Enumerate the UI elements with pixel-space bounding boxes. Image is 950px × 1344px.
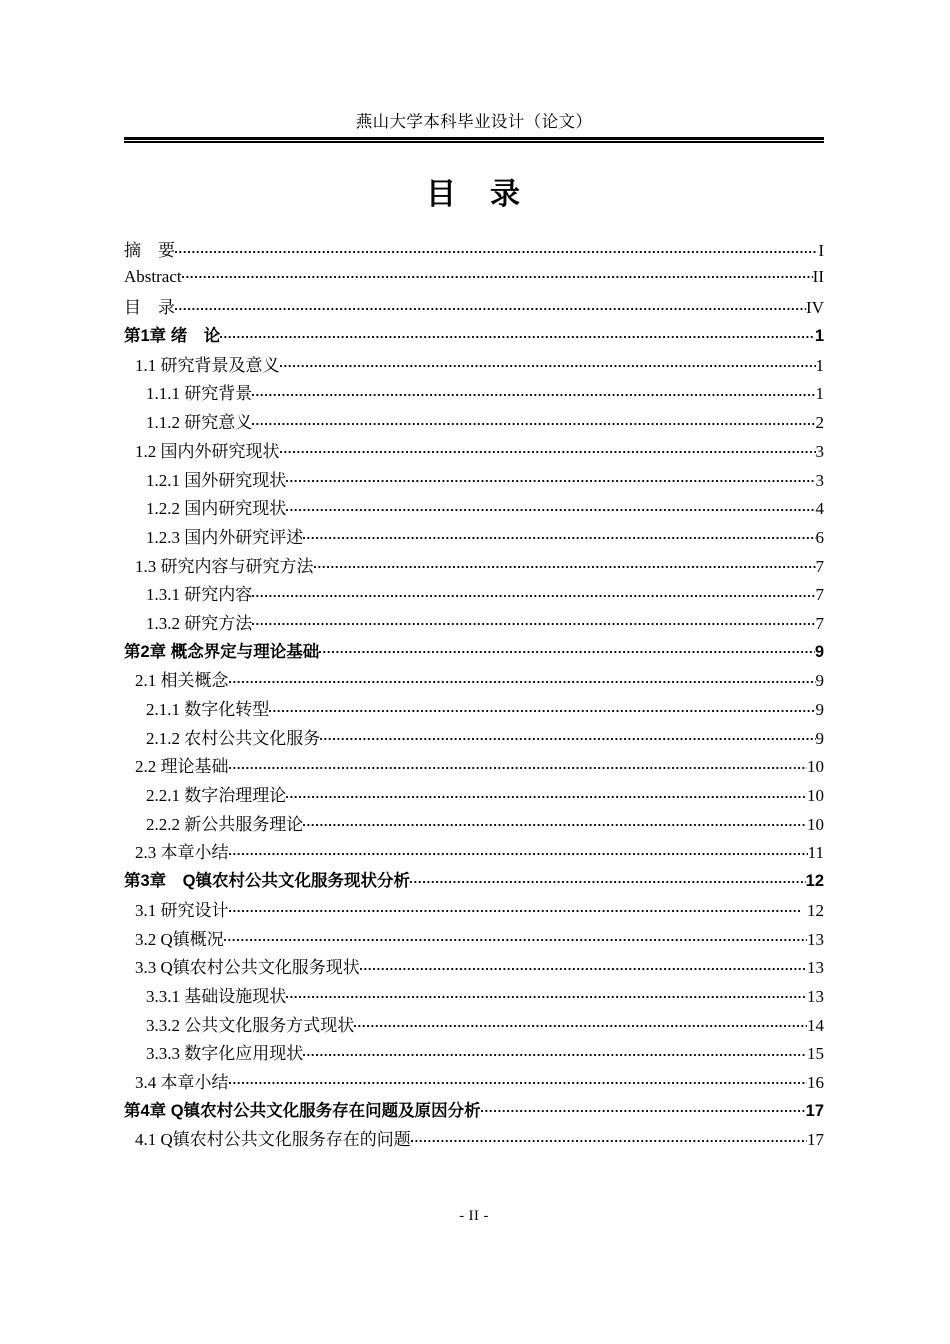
toc-entry[interactable] xyxy=(124,752,824,781)
toc-entry[interactable] xyxy=(124,867,824,896)
toc-entry-label: 2.1.1 数字化转型 xyxy=(146,700,270,719)
toc-dot-leader xyxy=(286,985,807,1002)
toc-dot-leader xyxy=(175,239,818,256)
toc-entry[interactable] xyxy=(124,494,824,523)
toc-entry[interactable] xyxy=(124,437,824,466)
toc-entry[interactable] xyxy=(124,810,824,839)
toc-entry-page-number: 1 xyxy=(814,327,824,346)
toc-dot-leader xyxy=(280,354,816,371)
toc-dot-leader xyxy=(314,555,816,572)
running-header-title: 燕山大学本科毕业设计（论文） xyxy=(355,112,593,131)
toc-entry-page-number: 13 xyxy=(807,958,824,978)
toc-entry-label: 1.2 国内外研究现状 xyxy=(135,441,280,461)
toc-entry[interactable] xyxy=(124,351,824,380)
toc-entry-page-number: 14 xyxy=(807,1015,824,1035)
toc-dot-leader xyxy=(303,526,815,543)
toc-entry[interactable] xyxy=(124,523,824,552)
toc-entry-page-number: 12 xyxy=(807,900,824,920)
toc-entry-page-number: II xyxy=(812,266,824,286)
toc-entry-page-number: 10 xyxy=(807,786,824,806)
toc-entry-page-number: 13 xyxy=(807,929,824,949)
toc-entry[interactable] xyxy=(124,265,824,294)
toc-entry-page-number: 7 xyxy=(815,556,824,576)
toc-entry-page-number: 1 xyxy=(815,384,824,404)
page-title: 目 录 xyxy=(426,178,522,211)
toc-entry[interactable] xyxy=(124,609,824,638)
toc-entry-label: 1.2.3 国内外研究评述 xyxy=(146,527,304,547)
toc-entry-label: 1.3.2 研究方法 xyxy=(146,613,253,633)
toc-entry-page-number: 16 xyxy=(807,1072,824,1092)
toc-entry-page-number: 17 xyxy=(805,1101,824,1120)
toc-dot-leader xyxy=(360,956,807,973)
toc-entry-page-number: 1 xyxy=(815,355,824,375)
running-header xyxy=(124,112,824,132)
toc-entry-page-number: 9 xyxy=(815,728,824,748)
toc-entry-page-number: 9 xyxy=(815,671,824,691)
toc-entry-page-number: 3 xyxy=(815,441,824,461)
toc-entry-page-number: 11 xyxy=(807,843,824,863)
toc-entry[interactable] xyxy=(124,838,824,867)
toc-dot-leader xyxy=(320,727,815,744)
toc-entry[interactable] xyxy=(124,781,824,810)
toc-entry[interactable] xyxy=(124,724,824,753)
toc-entry-label: 2.1.2 农村公共文化服务 xyxy=(146,728,321,748)
toc-dot-leader xyxy=(229,669,816,686)
toc-dot-leader xyxy=(410,869,806,886)
toc-entry[interactable] xyxy=(124,638,824,667)
toc-dot-leader xyxy=(182,265,813,282)
toc-entry-label: 2.3 本章小结 xyxy=(135,843,229,863)
toc-entry-page-number: 17 xyxy=(807,1130,824,1150)
toc-entry-label: 1.3.1 研究内容 xyxy=(146,585,253,605)
toc-entry-page-number: 7 xyxy=(815,613,824,633)
toc-entry[interactable] xyxy=(124,408,824,437)
toc-entry[interactable] xyxy=(124,1097,824,1126)
toc-entry-label: 1.2.1 国外研究现状 xyxy=(146,470,287,490)
toc-entry-label: 4.1 Q镇农村公共文化服务存在的问题 xyxy=(135,1130,411,1150)
toc-entry-label: 3.3 Q镇农村公共文化服务现状 xyxy=(135,958,360,978)
toc-dot-leader xyxy=(319,640,815,657)
header-double-rule xyxy=(124,137,824,143)
toc-entry[interactable] xyxy=(124,580,824,609)
toc-entry-label: 3.2 Q镇概况 xyxy=(135,929,224,949)
toc-entry-page-number: 10 xyxy=(807,757,824,777)
toc-entry-label: 2.2.2 新公共服务理论 xyxy=(146,814,304,834)
toc-entry-page-number: 7 xyxy=(815,585,824,605)
toc-dot-leader xyxy=(481,1099,806,1116)
toc-dot-leader xyxy=(286,497,815,514)
toc-dot-leader xyxy=(175,296,806,313)
toc-dot-leader xyxy=(220,324,815,341)
toc-dot-leader xyxy=(252,382,815,399)
toc-entry-page-number: 9 xyxy=(815,700,824,719)
toc-entry-label: 2.1 相关概念 xyxy=(135,671,229,691)
toc-entry-label: 1.1.1 研究背景 xyxy=(146,384,253,404)
toc-entry-label: 1.1.2 研究意义 xyxy=(146,413,253,433)
toc-dot-leader xyxy=(286,469,815,486)
toc-entry-label: 3.4 本章小结 xyxy=(135,1072,229,1092)
toc-entry[interactable] xyxy=(124,666,824,695)
toc-entry[interactable] xyxy=(124,379,824,408)
toc-entry-label: 1.2.2 国内研究现状 xyxy=(146,499,287,519)
toc-entry-label: 第4章 Q镇农村公共文化服务存在问题及原因分析 xyxy=(124,1101,481,1120)
toc-entry[interactable] xyxy=(124,896,824,925)
toc-entry[interactable] xyxy=(124,695,824,724)
toc-entry[interactable] xyxy=(124,1068,824,1097)
toc-dot-leader xyxy=(252,583,815,600)
toc-dot-leader xyxy=(286,784,807,801)
toc-entry[interactable] xyxy=(124,293,824,322)
toc-entry-page-number: 13 xyxy=(807,986,824,1006)
toc-entry[interactable] xyxy=(124,1125,824,1154)
toc-entry-label: 1.1 研究背景及意义 xyxy=(135,355,280,375)
toc-entry[interactable] xyxy=(124,236,824,265)
table-of-contents xyxy=(124,236,824,1154)
toc-entry[interactable] xyxy=(124,925,824,954)
toc-entry-label: 第3章 Q镇农村公共文化服务现状分析 xyxy=(124,872,411,891)
toc-dot-leader xyxy=(229,755,808,772)
toc-entry-page-number: 6 xyxy=(815,527,824,547)
toc-entry[interactable] xyxy=(124,552,824,581)
toc-entry-page-number: 9 xyxy=(814,642,824,661)
toc-dot-leader xyxy=(280,440,816,457)
toc-dot-leader xyxy=(229,841,808,858)
toc-entry-page-number: 12 xyxy=(805,872,824,891)
toc-dot-leader xyxy=(303,1042,807,1059)
toc-entry[interactable] xyxy=(124,322,824,351)
header-rule-thin xyxy=(124,141,824,142)
toc-entry-label: 3.3.2 公共文化服务方式现状 xyxy=(146,1015,355,1035)
toc-entry-page-number: 15 xyxy=(807,1044,824,1064)
page-footer: - II - xyxy=(459,1208,489,1224)
toc-dot-leader xyxy=(269,698,815,715)
toc-entry-label: 3.3.1 基础设施现状 xyxy=(146,986,287,1006)
toc-dot-leader xyxy=(224,928,807,945)
toc-entry-label: 第1章 绪 论 xyxy=(124,327,221,346)
toc-entry-label: 目 录 xyxy=(124,298,175,318)
toc-dot-leader xyxy=(354,1014,807,1031)
toc-entry-page-number: 4 xyxy=(815,499,824,519)
toc-entry[interactable] xyxy=(124,953,824,982)
toc-entry-label: 3.3.3 数字化应用现状 xyxy=(146,1044,304,1064)
toc-entry-label: 1.3 研究内容与研究方法 xyxy=(135,556,314,576)
toc-dot-leader xyxy=(411,1128,807,1145)
toc-dot-leader xyxy=(252,612,815,629)
toc-entry-label: 2.2 理论基础 xyxy=(135,757,229,777)
toc-dot-leader xyxy=(229,899,802,916)
header-rule-thick xyxy=(124,137,824,140)
toc-entry-page-number: 3 xyxy=(815,470,824,490)
toc-entry-label: 第2章 概念界定与理论基础 xyxy=(124,642,320,661)
toc-entry-label: 3.1 研究设计 xyxy=(135,900,229,920)
toc-entry-page-number: IV xyxy=(806,298,824,318)
toc-entry[interactable] xyxy=(124,466,824,495)
toc-entry-page-number: I xyxy=(818,241,824,260)
toc-entry-label: 摘 要 xyxy=(124,241,175,260)
toc-entry[interactable] xyxy=(124,1011,824,1040)
toc-dot-leader xyxy=(303,813,807,830)
toc-entry-page-number: 10 xyxy=(807,814,824,834)
toc-entry[interactable] xyxy=(124,982,824,1011)
toc-dot-leader xyxy=(229,1071,808,1088)
toc-entry-page-number: 2 xyxy=(815,413,824,433)
toc-entry-label: Abstract xyxy=(124,266,182,286)
toc-dot-leader xyxy=(252,411,815,428)
toc-entry-label: 2.2.1 数字治理理论 xyxy=(146,786,287,806)
toc-entry[interactable] xyxy=(124,1039,824,1068)
